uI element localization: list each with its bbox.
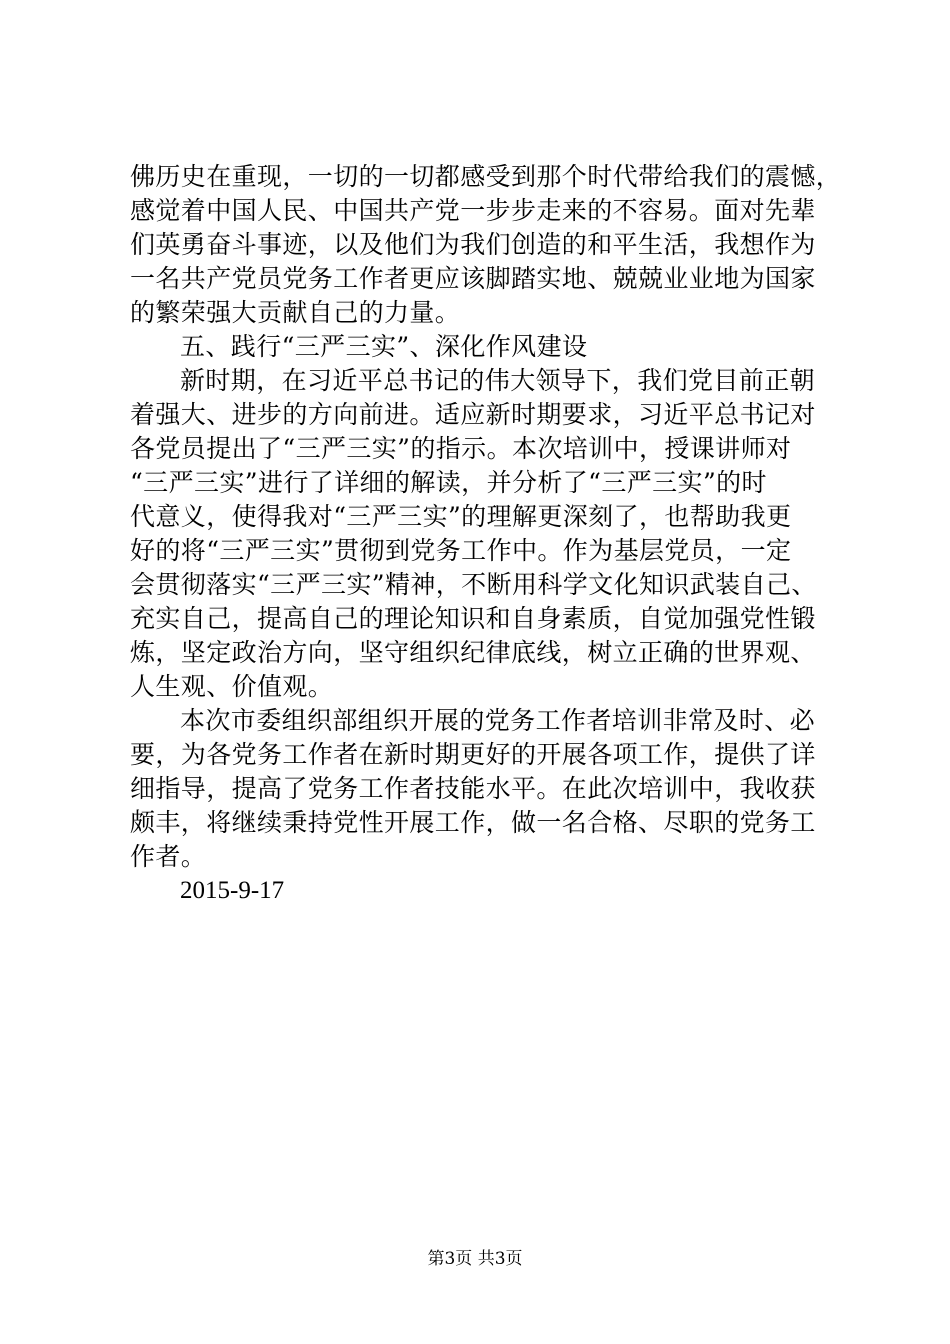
paragraph-line: 炼，坚定政治方向，坚守组织纪律底线，树立正确的世界观、 [130,638,816,667]
section-heading: 五、践行“三严三实”、深化作风建设 [180,332,588,361]
paragraph-line: 充实自己，提高自己的理论知识和自身素质，自觉加强党性锻 [130,604,816,633]
paragraph-line: 好的将“三严三实”贯彻到党务工作中。作为基层党员，一定 [130,536,792,565]
paragraph-line: 着强大、进步的方向前进。适应新时期要求，习近平总书记对 [130,400,816,429]
paragraph-line: 各党员提出了“三严三实”的指示。本次培训中，授课讲师对 [130,434,792,463]
paragraph-line: 一名共产党员党务工作者更应该脚踏实地、兢兢业业地为国家 [130,264,816,293]
paragraph-line: 感觉着中国人民、中国共产党一步步走来的不容易。面对先辈 [130,196,816,225]
document-body [130,160,842,908]
paragraph-line: 的繁荣强大贡献自己的力量。 [130,298,461,327]
paragraph-line: 们英勇奋斗事迹，以及他们为我们创造的和平生活，我想作为 [130,230,816,259]
paragraph-line: 细指导，提高了党务工作者技能水平。在此次培训中，我收获 [130,774,816,803]
paragraph-line: 佛历史在重现，一切的一切都感受到那个时代带给我们的震憾， [130,162,842,191]
paragraph-line: 颇丰，将继续秉持党性开展工作，做一名合格、尽职的党务工 [130,808,816,837]
document-date: 2015-9-17 [180,877,285,904]
paragraph-line: 作者。 [130,842,207,871]
paragraph-line: 本次市委组织部组织开展的党务工作者培训非常及时、必 [180,706,816,735]
paragraph-line: “三严三实”进行了详细的解读，并分析了“三严三实”的时 [130,468,767,497]
paragraph-line: 会贯彻落实“三严三实”精神，不断用科学文化知识武装自己、 [130,570,817,599]
paragraph-line: 代意义，使得我对“三严三实”的理解更深刻了，也帮助我更 [130,502,792,531]
paragraph-line: 新时期，在习近平总书记的伟大领导下，我们党目前正朝 [180,366,816,395]
page-number-footer: 第3页 共3页 [427,1249,523,1269]
paragraph-line: 人生观、价值观。 [130,672,334,701]
paragraph-line: 要，为各党务工作者在新时期更好的开展各项工作，提供了详 [130,740,816,769]
